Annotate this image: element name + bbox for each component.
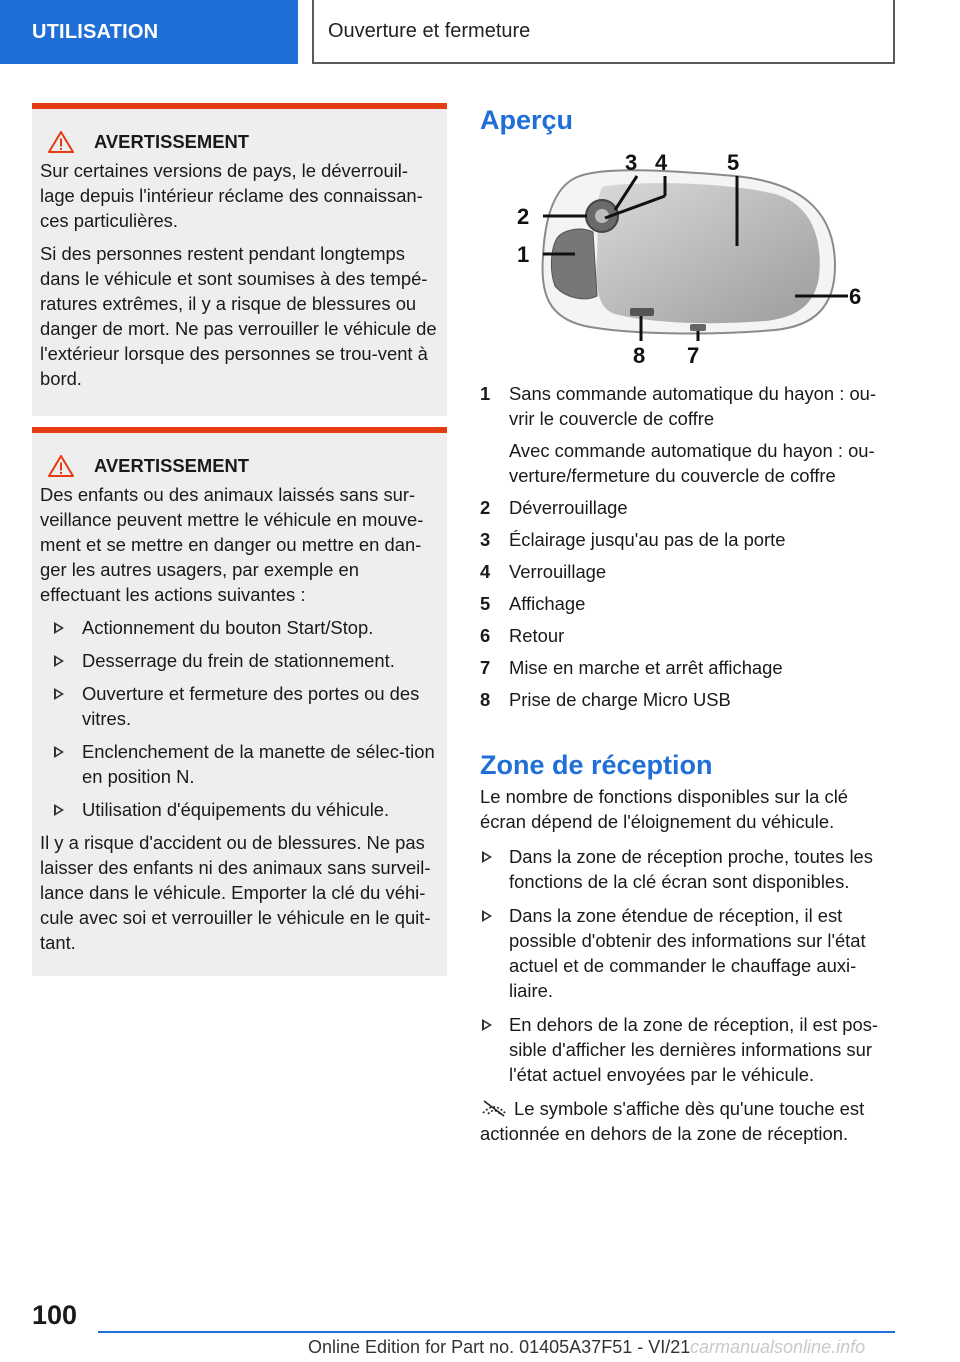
warning-box-1 xyxy=(32,103,447,416)
key-usb-port xyxy=(630,308,654,316)
callout-1: 1 xyxy=(517,242,530,267)
list-item: Dans la zone étendue de réception, il est possible d'obtenir des informations sur l'état actuel et de commander le chauffage auxi-liaire. xyxy=(480,903,890,1003)
list-item: Utilisation d'équipements du véhicule. xyxy=(40,797,439,822)
triangle-bullet-icon xyxy=(482,1019,492,1031)
chapter-title: Ouverture et fermeture xyxy=(328,19,531,42)
header-section-tab xyxy=(0,0,298,64)
legend-row: 3 Éclairage jusqu'au pas de la porte xyxy=(480,529,786,550)
legend-row: 1 Sans commande automatique du hayon : ou-vrir le couvercle de coffre Avec commande automatique du hayon : ou-verture/fermeture du couvercle de coffre xyxy=(480,383,877,486)
triangle-bullet-icon xyxy=(54,655,64,667)
list-item: Dans la zone de réception proche, toutes les fonctions de la clé écran sont disponibles. xyxy=(480,844,890,894)
legend-row: 8 Prise de charge Micro USB xyxy=(480,689,731,710)
callout-5: 5 xyxy=(727,150,740,175)
callout-6: 6 xyxy=(849,284,862,309)
header-chapter-box xyxy=(312,0,895,64)
page-number: 100 xyxy=(32,1300,78,1330)
triangle-bullet-icon xyxy=(54,804,64,816)
triangle-bullet-icon xyxy=(54,688,64,700)
overview-heading-wrap xyxy=(480,104,890,136)
triangle-bullet-icon xyxy=(54,622,64,634)
legend-row: 5 Affichage xyxy=(480,593,586,614)
callout-7: 7 xyxy=(687,343,700,368)
callout-2: 2 xyxy=(517,204,530,229)
callout-4: 4 xyxy=(655,150,668,175)
warning-triangle-icon xyxy=(48,455,74,477)
overview-title: Aperçu xyxy=(480,105,574,135)
warning-title: AVERTISSEMENT xyxy=(40,453,439,478)
display-key-figure xyxy=(505,146,867,370)
triangle-bullet-icon xyxy=(482,851,492,863)
footer-edition: Online Edition for Part no. 01405A37F51 - VI/21 xyxy=(308,1337,691,1357)
warning-action-list xyxy=(40,615,439,822)
list-item: En dehors de la zone de réception, il est pos-sible d'afficher les dernières informations sur l'état actuel envoyées par le véhicule. xyxy=(480,1012,890,1087)
key-side-panel xyxy=(551,229,597,299)
watermark: carmanualsonline.info xyxy=(690,1337,866,1357)
section-title: UTILISATION xyxy=(32,20,159,43)
symbol-note: Le symbole s'affiche dès qu'une touche est actionnée en dehors de la zone de réception. xyxy=(480,1098,865,1144)
legend-row: 4 Verrouillage xyxy=(480,561,607,582)
warning-triangle-icon xyxy=(48,131,74,153)
warning-outro: Il y a risque d'accident ou de blessures. Ne pas laisser des enfants ni des animaux sans surveil-lance dans le véhicule. Emporter la clé du véhi-cule avec soi et verrouiller le véhicule en le quit-tant. xyxy=(40,832,431,953)
legend-row: 2 Déverrouillage xyxy=(480,497,628,518)
warning-intro: Des enfants ou des animaux laissés sans sur-veillance peuvent mettre le véhicule en mouve-ment et se mettre en danger ou mettre en dan-ger les autres usagers, par exemple en effectuant les actions suivantes : xyxy=(40,484,424,605)
callout-3: 3 xyxy=(625,150,638,175)
callout-8: 8 xyxy=(633,343,646,368)
warning-box-2 xyxy=(32,427,447,976)
list-item: Ouverture et fermeture des portes ou des vitres. xyxy=(40,681,439,731)
warning-title: AVERTISSEMENT xyxy=(40,129,439,154)
legend-row: 6 Retour xyxy=(480,625,565,646)
list-item: Actionnement du bouton Start/Stop. xyxy=(40,615,439,640)
warning-paragraph: Si des personnes restent pendant longtemps dans le véhicule et sont soumises à des tempé-ratures extrêmes, il y a risque de blessures ou danger de mort. Ne pas verrouiller le véhicule de l'extérieur lorsque des personnes se trou-vent à bord. xyxy=(40,243,437,389)
figure-legend xyxy=(480,381,892,719)
warning-paragraph: Sur certaines versions de pays, le déverrouil-lage depuis l'intérieur réclame des connaissan-ces particulières. xyxy=(40,160,423,231)
no-signal-icon xyxy=(480,1099,508,1117)
list-item: Enclenchement de la manette de sélec-tion en position N. xyxy=(40,739,439,789)
triangle-bullet-icon xyxy=(54,746,64,758)
reception-list xyxy=(480,844,890,1087)
key-power-button xyxy=(690,324,706,331)
legend-row: 7 Mise en marche et arrêt affichage xyxy=(480,657,783,678)
key-display xyxy=(596,183,819,323)
reception-title: Zone de réception xyxy=(480,750,713,780)
footer-rule xyxy=(98,1331,895,1333)
list-item: Desserrage du frein de stationnement. xyxy=(40,648,439,673)
reception-section xyxy=(480,749,890,1146)
triangle-bullet-icon xyxy=(482,910,492,922)
reception-intro: Le nombre de fonctions disponibles sur la clé écran dépend de l'éloignement du véhicule. xyxy=(480,786,849,832)
